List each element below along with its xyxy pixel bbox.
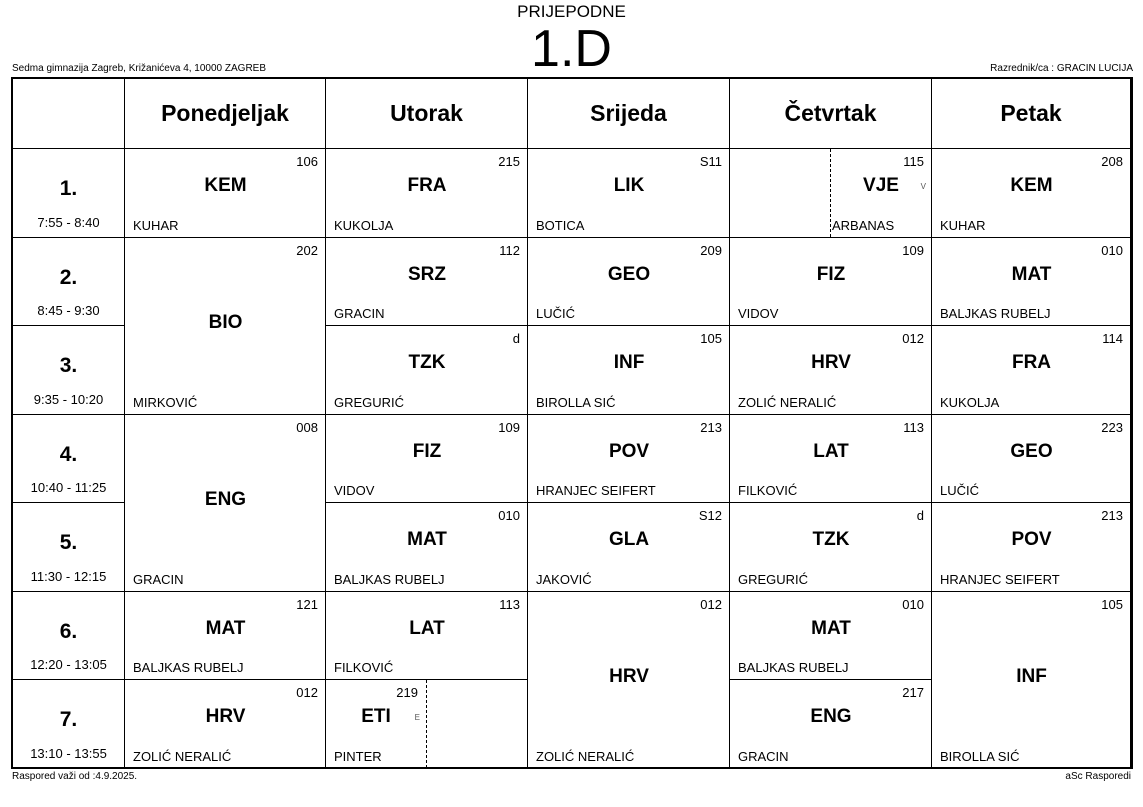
period-header-4 [13, 415, 125, 504]
period-header-5 [13, 503, 125, 592]
class-title: 1.D [531, 20, 612, 78]
lesson-cell[interactable] [528, 415, 730, 504]
teacher-name: VIDOV [738, 306, 779, 321]
lesson-cell[interactable] [730, 503, 932, 592]
split-divider [830, 149, 831, 237]
teacher-name: BIROLLA SIĆ [536, 394, 616, 410]
teacher-name: ZOLIĆ NERALIĆ [738, 394, 837, 410]
teacher-name: PINTER [334, 748, 382, 764]
subject-code: SRZ [408, 263, 446, 285]
period-number: 2. [59, 265, 78, 289]
lesson-cell[interactable] [528, 238, 730, 327]
subject-code: GLA [608, 529, 650, 550]
lesson-cell[interactable] [326, 415, 528, 504]
timetable-grid [11, 77, 1133, 769]
lesson-content [932, 149, 1131, 238]
lesson-cell[interactable] [932, 503, 1131, 592]
lesson-cell[interactable] [326, 680, 528, 769]
period-number: 4. [59, 442, 78, 466]
lesson-content [528, 503, 730, 592]
subject-code: POV [1011, 529, 1052, 550]
period-number: 1. [59, 177, 78, 200]
lesson-cell[interactable] [528, 503, 730, 592]
subject-code: LIK [613, 175, 645, 196]
lesson-cell[interactable] [125, 149, 326, 238]
lesson-cell[interactable] [528, 326, 730, 415]
teacher-name: MIRKOVIĆ [133, 394, 198, 410]
lesson-content [932, 503, 1131, 592]
room-number: 012 [902, 331, 924, 346]
lesson-cell[interactable] [326, 592, 528, 681]
lesson-cell[interactable] [932, 415, 1131, 504]
lesson-content [326, 592, 528, 681]
room-number: 010 [498, 508, 520, 523]
teacher-name: KUKOLJA [940, 394, 1000, 410]
lesson-content [528, 592, 730, 769]
lesson-cell[interactable] [125, 592, 326, 681]
room-number: 113 [903, 419, 924, 435]
subject-code: MAT [811, 617, 851, 639]
split-divider [426, 680, 427, 768]
period-number: 6. [59, 619, 78, 643]
room-number: 109 [902, 242, 924, 258]
subject-code: INF [1016, 666, 1047, 687]
period-header-1 [13, 149, 125, 238]
room-number: d [916, 508, 924, 523]
lesson-content [830, 149, 932, 238]
lesson-cell[interactable] [730, 415, 932, 504]
lesson-cell[interactable] [730, 592, 932, 681]
teacher-name: GRACIN [738, 748, 789, 764]
lesson-content [528, 415, 730, 504]
lesson-content [326, 238, 528, 327]
subject-code: FRA [407, 175, 447, 196]
teacher-name: VIDOV [334, 483, 375, 498]
group-marker: E [414, 713, 420, 722]
teacher-name: KUKOLJA [334, 217, 394, 233]
lesson-content [730, 680, 932, 769]
teacher-name: GREGURIĆ [334, 394, 405, 410]
subject-code: ENG [810, 706, 852, 727]
room-number: 105 [700, 331, 722, 346]
lesson-content [125, 680, 326, 769]
period-time: 13:10 - 13:55 [30, 745, 107, 761]
lesson-cell[interactable] [730, 326, 932, 415]
homeroom-teacher: Razrednik/ca : GRACIN LUCIJA [990, 63, 1133, 74]
teacher-name: BALJKAS RUBELJ [940, 306, 1051, 321]
period-header-6 [13, 592, 125, 681]
software-credit: aSc Rasporedi [1065, 771, 1131, 782]
room-number: S11 [699, 154, 722, 169]
lesson-content [125, 415, 326, 592]
room-number: d [512, 331, 520, 346]
subject-code: MAT [407, 529, 447, 550]
lesson-cell[interactable] [125, 680, 326, 769]
lesson-cell[interactable] [326, 503, 528, 592]
room-number: 209 [700, 242, 722, 258]
teacher-name: GRACIN [334, 306, 385, 321]
period-header-2 [13, 238, 125, 327]
room-number: 215 [498, 154, 520, 169]
subject-code: FRA [1011, 352, 1052, 373]
lesson-content [932, 415, 1131, 504]
subject-code: POV [608, 440, 650, 462]
period-time: 9:35 - 10:20 [33, 391, 104, 407]
subject-code: MAT [205, 617, 246, 639]
lesson-cell[interactable] [730, 149, 932, 238]
room-number: 223 [1101, 419, 1123, 435]
subject-code: HRV [205, 706, 246, 727]
lesson-cell[interactable] [326, 149, 528, 238]
lesson-content [528, 326, 730, 415]
room-number: 105 [1101, 596, 1123, 612]
valid-from-note: Raspored važi od :4.9.2025. [12, 771, 138, 782]
lesson-cell[interactable] [730, 680, 932, 769]
lesson-content [730, 326, 932, 415]
lesson-cell[interactable] [932, 149, 1131, 238]
room-number: 008 [296, 419, 318, 435]
day-header-5: Petak [932, 79, 1131, 149]
room-number: 010 [902, 596, 924, 612]
room-number: 213 [1101, 508, 1123, 523]
lesson-content [730, 503, 932, 592]
lesson-content [528, 238, 730, 327]
subject-code: TZK [812, 529, 850, 550]
period-time: 7:55 - 8:40 [37, 214, 100, 230]
lesson-content [125, 149, 326, 238]
teacher-name: ZOLIĆ NERALIĆ [133, 748, 232, 764]
room-number: 012 [296, 685, 318, 700]
lesson-content [528, 149, 730, 238]
teacher-name: FILKOVIĆ [334, 660, 394, 675]
subject-code: HRV [811, 352, 851, 373]
room-number: 012 [700, 596, 722, 612]
day-header-4: Četvrtak [730, 79, 932, 149]
subject-code: VJE [863, 175, 899, 196]
lesson-content [326, 503, 528, 592]
room-number: 217 [902, 685, 924, 700]
period-header-3 [13, 326, 125, 415]
room-number: 115 [903, 154, 924, 169]
teacher-name: HRANJEC SEIFERT [940, 571, 1060, 587]
lesson-content [932, 326, 1131, 415]
subject-code: ENG [204, 489, 247, 510]
subject-code: FIZ [816, 263, 846, 285]
teacher-name: BALJKAS RUBELJ [133, 660, 244, 675]
subject-code: BIO [208, 312, 243, 333]
subject-code: HRV [609, 666, 649, 687]
room-number: 113 [499, 596, 520, 612]
lesson-cell[interactable] [125, 415, 326, 592]
day-header-1: Ponedjeljak [125, 79, 326, 149]
lesson-cell[interactable] [326, 326, 528, 415]
school-name: Sedma gimnazija Zagreb, Križanićeva 4, 10000 ZAGREB [12, 63, 267, 74]
teacher-name: ZOLIĆ NERALIĆ [536, 748, 635, 764]
lesson-cell[interactable] [730, 238, 932, 327]
period-number: 7. [59, 708, 78, 731]
subject-code: MAT [1011, 263, 1052, 285]
room-number: 202 [296, 242, 318, 258]
subject-code: INF [613, 352, 645, 373]
lesson-content [125, 238, 326, 415]
teacher-name: BOTICA [536, 217, 585, 233]
lesson-content [326, 680, 426, 769]
group-marker: V [920, 182, 926, 191]
room-number: 219 [396, 685, 418, 700]
room-number: 106 [296, 154, 318, 169]
teacher-name: BALJKAS RUBELJ [738, 660, 849, 675]
lesson-content [125, 592, 326, 681]
corner-cell [13, 79, 125, 149]
day-header-2: Utorak [326, 79, 528, 149]
timetable-subtitle: PRIJEPODNE [517, 2, 626, 21]
teacher-name: BALJKAS RUBELJ [334, 571, 445, 587]
teacher-name: KUHAR [940, 217, 986, 233]
lesson-cell[interactable] [932, 592, 1131, 769]
period-number: 3. [59, 354, 78, 377]
subject-code: TZK [408, 352, 446, 373]
teacher-name: GREGURIĆ [738, 571, 809, 587]
period-header-7 [13, 680, 125, 769]
lesson-content [730, 415, 932, 504]
period-time: 8:45 - 9:30 [37, 303, 100, 318]
lesson-content [932, 592, 1131, 769]
lesson-content [326, 415, 528, 504]
teacher-name: JAKOVIĆ [536, 571, 592, 587]
lesson-cell[interactable] [932, 238, 1131, 327]
teacher-name: KUHAR [133, 217, 179, 233]
lesson-content [326, 326, 528, 415]
subject-code: GEO [607, 263, 651, 285]
teacher-name: ARBANAS [832, 217, 895, 233]
period-number: 5. [59, 531, 78, 554]
period-time: 12:20 - 13:05 [30, 657, 107, 672]
room-number: 109 [498, 419, 520, 435]
room-number: 213 [700, 419, 722, 435]
room-number: 114 [1102, 331, 1123, 346]
teacher-name: LUČIĆ [536, 306, 576, 321]
teacher-name: LUČIĆ [940, 483, 980, 498]
lesson-cell[interactable] [326, 238, 528, 327]
day-header-3: Srijeda [528, 79, 730, 149]
subject-code: LAT [813, 440, 849, 462]
teacher-name: GRACIN [133, 571, 184, 587]
lesson-cell[interactable] [125, 238, 326, 415]
lesson-cell[interactable] [528, 592, 730, 769]
subject-code: FIZ [412, 440, 442, 462]
period-time: 10:40 - 11:25 [30, 480, 107, 495]
teacher-name: HRANJEC SEIFERT [536, 483, 656, 498]
room-number: 208 [1101, 154, 1123, 169]
lesson-content [730, 238, 932, 327]
subject-code: LAT [409, 617, 445, 639]
lesson-content [326, 149, 528, 238]
subject-code: KEM [1010, 175, 1053, 196]
lesson-content [730, 592, 932, 681]
subject-code: KEM [204, 175, 247, 196]
subject-code: GEO [1010, 440, 1053, 462]
lesson-cell[interactable] [932, 326, 1131, 415]
period-time: 11:30 - 12:15 [30, 568, 107, 584]
lesson-content [932, 238, 1131, 327]
room-number: S12 [698, 508, 722, 523]
teacher-name: FILKOVIĆ [738, 483, 798, 498]
teacher-name: BIROLLA SIĆ [940, 748, 1020, 764]
subject-code: ETI [361, 706, 391, 727]
room-number: 112 [499, 242, 520, 258]
room-number: 121 [296, 596, 318, 612]
room-number: 010 [1101, 242, 1123, 258]
lesson-cell[interactable] [528, 149, 730, 238]
